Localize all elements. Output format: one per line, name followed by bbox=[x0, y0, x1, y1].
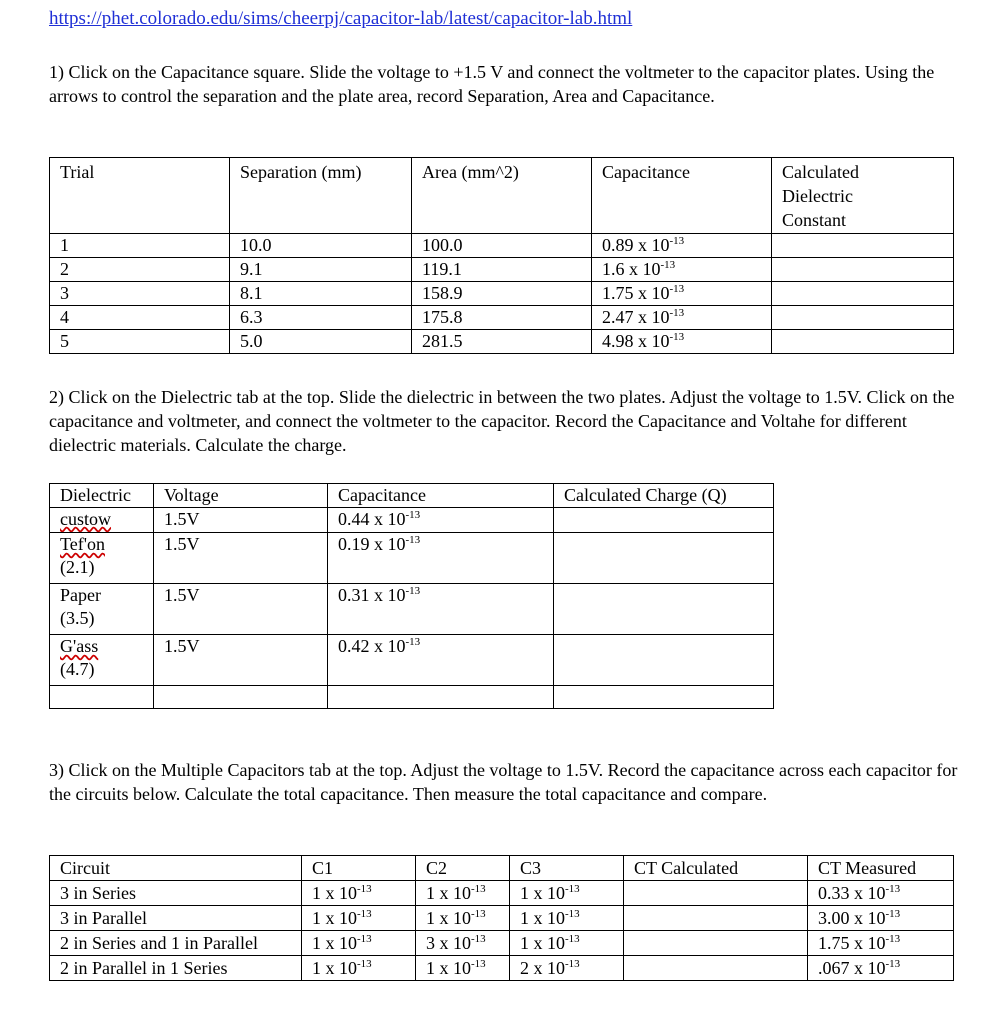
c3-value: 2 x 10 bbox=[520, 958, 565, 978]
voltage-cell bbox=[154, 686, 328, 709]
c2-cell bbox=[416, 881, 510, 906]
c3-value: 1 x 10 bbox=[520, 908, 565, 928]
c3-cell bbox=[510, 931, 624, 956]
ct-measured-exponent: -13 bbox=[885, 958, 901, 970]
trial-table bbox=[49, 157, 954, 354]
c1-cell bbox=[302, 881, 416, 906]
c1-value: 1 x 10 bbox=[312, 933, 357, 953]
ct-measured-value: 3.00 x 10 bbox=[818, 908, 886, 928]
charge-cell bbox=[554, 533, 774, 584]
cap-value: 2.47 x 10 bbox=[602, 307, 670, 327]
capacitance-cell bbox=[592, 258, 772, 282]
c1-value: 1 x 10 bbox=[312, 883, 357, 903]
dielectric-name-cell bbox=[50, 533, 154, 584]
table-row bbox=[50, 282, 954, 306]
c1-exponent: -13 bbox=[357, 883, 372, 895]
col-capacitance: Capacitance bbox=[592, 158, 772, 234]
separation-cell: 6.3 bbox=[230, 306, 412, 330]
c1-cell bbox=[302, 906, 416, 931]
cap-value: 4.98 x 10 bbox=[602, 331, 670, 351]
trial-cell: 4 bbox=[50, 306, 230, 330]
cap-exponent: -13 bbox=[405, 636, 421, 648]
cap-value: 0.42 x 10 bbox=[338, 636, 406, 656]
table-row bbox=[50, 956, 954, 981]
cap-exponent: -13 bbox=[405, 509, 421, 521]
ct-calculated-cell bbox=[624, 906, 808, 931]
c1-value: 1 x 10 bbox=[312, 908, 357, 928]
ct-measured-cell bbox=[808, 881, 954, 906]
table-row bbox=[50, 584, 774, 635]
dielectric-const-cell bbox=[772, 306, 954, 330]
capacitance-cell bbox=[592, 330, 772, 354]
dielectric-name: G'ass bbox=[60, 636, 99, 656]
area-cell: 281.5 bbox=[412, 330, 592, 354]
cap-exponent: -13 bbox=[405, 585, 421, 597]
table-row bbox=[50, 258, 954, 282]
cap-exponent: -13 bbox=[669, 307, 685, 319]
table-row bbox=[50, 330, 954, 354]
trial-table-header bbox=[50, 158, 954, 234]
area-cell: 119.1 bbox=[412, 258, 592, 282]
ct-measured-value: .067 x 10 bbox=[818, 958, 886, 978]
cap-exponent: -13 bbox=[405, 534, 421, 546]
c2-exponent: -13 bbox=[471, 883, 486, 895]
col-ct-measured: CT Measured bbox=[808, 856, 954, 881]
cap-exponent: -13 bbox=[669, 235, 685, 247]
col-trial: Trial bbox=[50, 158, 230, 234]
area-cell: 175.8 bbox=[412, 306, 592, 330]
col-circuit: Circuit bbox=[50, 856, 302, 881]
cap-value: 0.31 x 10 bbox=[338, 585, 406, 605]
circuit-cell: 3 in Parallel bbox=[50, 906, 302, 931]
dielectric-name: custow bbox=[60, 509, 111, 529]
trial-cell: 5 bbox=[50, 330, 230, 354]
capacitance-cell bbox=[328, 584, 554, 635]
dielectric-const-cell bbox=[772, 330, 954, 354]
table-row bbox=[50, 508, 774, 533]
ct-measured-cell bbox=[808, 906, 954, 931]
voltage-cell: 1.5V bbox=[154, 508, 328, 533]
c3-value: 1 x 10 bbox=[520, 933, 565, 953]
c2-value: 3 x 10 bbox=[426, 933, 471, 953]
c3-exponent: -13 bbox=[565, 933, 580, 945]
charge-cell bbox=[554, 635, 774, 686]
c3-exponent: -13 bbox=[565, 883, 580, 895]
dielectric-const-cell bbox=[772, 234, 954, 258]
capacitance-cell bbox=[328, 508, 554, 533]
dielectric-name: Tef'on bbox=[60, 534, 105, 554]
charge-cell bbox=[554, 508, 774, 533]
c1-value: 1 x 10 bbox=[312, 958, 357, 978]
table-row bbox=[50, 881, 954, 906]
col-capacitance: Capacitance bbox=[328, 484, 554, 508]
charge-cell bbox=[554, 584, 774, 635]
cap-value: 0.19 x 10 bbox=[338, 534, 406, 554]
dielectric-name: Paper bbox=[60, 585, 101, 605]
trial-cell: 1 bbox=[50, 234, 230, 258]
capacitance-cell bbox=[328, 533, 554, 584]
circuit-cell: 2 in Parallel in 1 Series bbox=[50, 956, 302, 981]
col-c1: C1 bbox=[302, 856, 416, 881]
c1-exponent: -13 bbox=[357, 908, 372, 920]
c2-exponent: -13 bbox=[471, 908, 486, 920]
c1-exponent: -13 bbox=[357, 933, 372, 945]
table-row bbox=[50, 306, 954, 330]
trial-cell: 2 bbox=[50, 258, 230, 282]
ct-measured-exponent: -13 bbox=[885, 883, 901, 895]
c2-cell bbox=[416, 931, 510, 956]
col-dielectric: Dielectric bbox=[50, 484, 154, 508]
ct-measured-value: 1.75 x 10 bbox=[818, 933, 886, 953]
part1-instructions: 1) Click on the Capacitance square. Slide the voltage to +1.5 V and connect the voltmeter to the capacitor plates. Using the arrows to control the separation and the plate area, record Separation, Area and Capacitance. bbox=[49, 62, 935, 106]
col-ct-calculated: CT Calculated bbox=[624, 856, 808, 881]
col-charge: Calculated Charge (Q) bbox=[554, 484, 774, 508]
area-cell: 158.9 bbox=[412, 282, 592, 306]
c3-cell bbox=[510, 906, 624, 931]
ct-measured-cell bbox=[808, 931, 954, 956]
separation-cell: 10.0 bbox=[230, 234, 412, 258]
c3-cell bbox=[510, 956, 624, 981]
ct-measured-cell bbox=[808, 956, 954, 981]
c2-cell bbox=[416, 956, 510, 981]
capacitance-cell bbox=[328, 686, 554, 709]
cap-value: 0.44 x 10 bbox=[338, 509, 406, 529]
capacitance-cell bbox=[328, 635, 554, 686]
circuits-table-header bbox=[50, 856, 954, 881]
voltage-cell: 1.5V bbox=[154, 533, 328, 584]
cap-value: 1.75 x 10 bbox=[602, 283, 670, 303]
circuit-cell: 2 in Series and 1 in Parallel bbox=[50, 931, 302, 956]
c1-cell bbox=[302, 956, 416, 981]
c1-exponent: -13 bbox=[357, 958, 372, 970]
charge-cell bbox=[554, 686, 774, 709]
circuits-table bbox=[49, 855, 954, 981]
c2-value: 1 x 10 bbox=[426, 908, 471, 928]
c2-exponent: -13 bbox=[471, 958, 486, 970]
capacitance-cell bbox=[592, 234, 772, 258]
table-row bbox=[50, 906, 954, 931]
table-row bbox=[50, 635, 774, 686]
part3-instructions: 3) Click on the Multiple Capacitors tab at the top. Adjust the voltage to 1.5V. Record the capacitance across each capacitor for the circuits below. Calculate the total capacitance. Then measure the total capacitance and compare. bbox=[49, 760, 958, 804]
dielectric-table-header bbox=[50, 484, 774, 508]
ct-calculated-cell bbox=[624, 881, 808, 906]
capacitance-cell bbox=[592, 306, 772, 330]
cap-exponent: -13 bbox=[669, 331, 685, 343]
c3-exponent: -13 bbox=[565, 958, 580, 970]
dielectric-k: (3.5) bbox=[60, 608, 95, 628]
part2-instructions: 2) Click on the Dielectric tab at the top. Slide the dielectric in between the two plates. Adjust the voltage to 1.5V. Click on the capacitance and voltmeter, and connect the voltmeter to the capacitor. Record the Capacitance and Voltahe for different dielectric materials. Calculate the charge. bbox=[49, 387, 955, 455]
c3-cell bbox=[510, 881, 624, 906]
c2-value: 1 x 10 bbox=[426, 883, 471, 903]
ct-measured-value: 0.33 x 10 bbox=[818, 883, 886, 903]
c3-value: 1 x 10 bbox=[520, 883, 565, 903]
ct-measured-exponent: -13 bbox=[885, 933, 901, 945]
col-c2: C2 bbox=[416, 856, 510, 881]
c2-exponent: -13 bbox=[471, 933, 486, 945]
trial-cell: 3 bbox=[50, 282, 230, 306]
col-area: Area (mm^2) bbox=[412, 158, 592, 234]
separation-cell: 5.0 bbox=[230, 330, 412, 354]
phet-url-link[interactable]: https://phet.colorado.edu/sims/cheerpj/capacitor-lab/latest/capacitor-lab.html bbox=[49, 8, 633, 29]
dielectric-const-cell bbox=[772, 282, 954, 306]
col-separation: Separation (mm) bbox=[230, 158, 412, 234]
dielectric-name-cell bbox=[50, 635, 154, 686]
col-dielectric-constant: Calculated Dielectric Constant bbox=[772, 158, 954, 234]
cap-exponent: -13 bbox=[660, 259, 676, 271]
dielectric-name-cell bbox=[50, 508, 154, 533]
col-voltage: Voltage bbox=[154, 484, 328, 508]
c1-cell bbox=[302, 931, 416, 956]
table-row bbox=[50, 931, 954, 956]
ct-measured-exponent: -13 bbox=[885, 908, 901, 920]
voltage-cell: 1.5V bbox=[154, 635, 328, 686]
table-row bbox=[50, 686, 774, 709]
voltage-cell: 1.5V bbox=[154, 584, 328, 635]
dielectric-k: (2.1) bbox=[60, 557, 95, 577]
c3-exponent: -13 bbox=[565, 908, 580, 920]
circuit-cell: 3 in Series bbox=[50, 881, 302, 906]
dielectric-table bbox=[49, 483, 774, 709]
c2-value: 1 x 10 bbox=[426, 958, 471, 978]
cap-value: 1.6 x 10 bbox=[602, 259, 661, 279]
capacitance-cell bbox=[592, 282, 772, 306]
separation-cell: 9.1 bbox=[230, 258, 412, 282]
cap-value: 0.89 x 10 bbox=[602, 235, 670, 255]
dielectric-const-cell bbox=[772, 258, 954, 282]
ct-calculated-cell bbox=[624, 931, 808, 956]
area-cell: 100.0 bbox=[412, 234, 592, 258]
separation-cell: 8.1 bbox=[230, 282, 412, 306]
cap-exponent: -13 bbox=[669, 283, 685, 295]
ct-calculated-cell bbox=[624, 956, 808, 981]
dielectric-k: (4.7) bbox=[60, 659, 95, 679]
dielectric-name-cell bbox=[50, 584, 154, 635]
table-row bbox=[50, 234, 954, 258]
table-row bbox=[50, 533, 774, 584]
col-c3: C3 bbox=[510, 856, 624, 881]
c2-cell bbox=[416, 906, 510, 931]
dielectric-name-cell bbox=[50, 686, 154, 709]
